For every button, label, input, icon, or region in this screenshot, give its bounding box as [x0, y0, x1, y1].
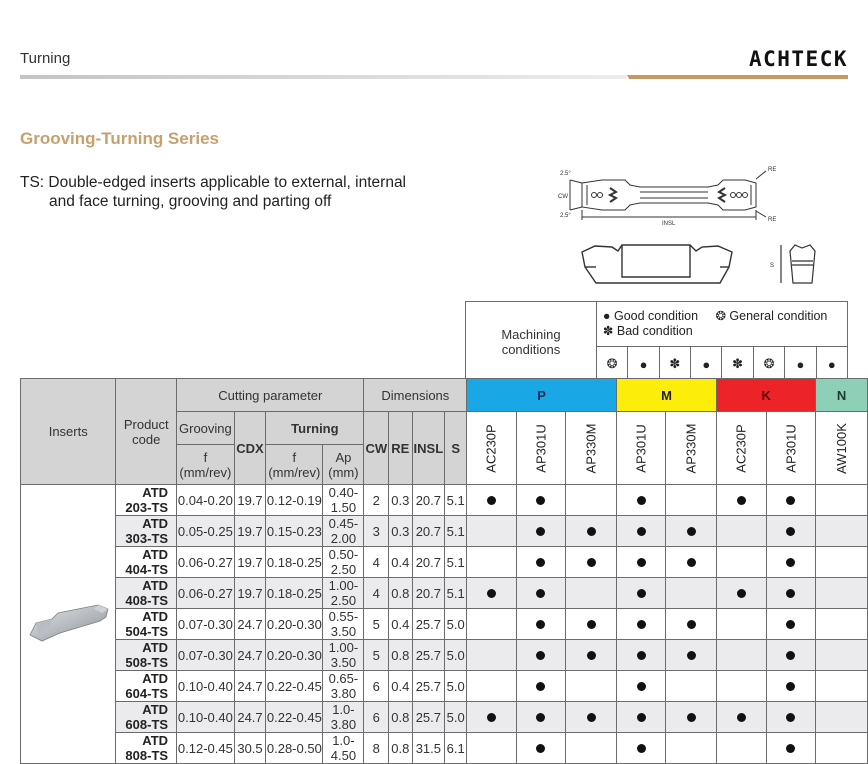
- ap-cell: 0.40-1.50: [323, 485, 364, 516]
- grade-suitability-cell: [666, 578, 717, 609]
- table-row: [21, 671, 868, 702]
- header-turning-f-symbol: f: [292, 449, 297, 465]
- grade-suitability-cell: [516, 485, 565, 516]
- good-condition-icon: ●: [602, 309, 611, 323]
- grade-suitability-cell: [516, 578, 565, 609]
- insl-cell: 25.7: [412, 702, 445, 733]
- machining-conditions-title: [466, 302, 597, 382]
- cw-cell: 8: [364, 733, 389, 764]
- grooving-feed-cell: 0.06-0.27: [177, 578, 235, 609]
- grade-suitability-cell: [516, 733, 565, 764]
- grooving-feed-cell: 0.07-0.30: [177, 640, 235, 671]
- angle-label-top: 2.5°: [560, 171, 571, 177]
- s-cell: 5.1: [445, 578, 467, 609]
- cw-cell: 4: [364, 578, 389, 609]
- good-condition-dot-icon: [687, 558, 696, 567]
- good-condition-dot-icon: [786, 682, 795, 691]
- re-cell: 0.8: [389, 640, 412, 671]
- grade-suitability-cell: [616, 671, 665, 702]
- s-cell: 5.1: [445, 547, 467, 578]
- good-condition-dot-icon: [786, 496, 795, 505]
- grooving-feed-cell: 0.12-0.45: [177, 733, 235, 764]
- good-condition-dot-icon: [587, 620, 596, 629]
- good-condition-dot-icon: [786, 589, 795, 598]
- product-code-cell: ATD 504-TS: [116, 609, 177, 640]
- description-line-2: and face turning, grooving and parting off: [49, 193, 332, 210]
- s-cell: 5.0: [445, 671, 467, 702]
- grade-suitability-cell: [816, 609, 868, 640]
- grade-suitability-cell: [566, 547, 617, 578]
- header-ap-unit: (mm): [328, 464, 359, 480]
- cw-cell: 5: [364, 640, 389, 671]
- grade-suitability-cell: [766, 609, 815, 640]
- re-cell: 0.4: [389, 547, 412, 578]
- re-label-top: RE: [768, 167, 777, 173]
- grade-suitability-cell: [717, 640, 766, 671]
- grooving-feed-cell: 0.06-0.27: [177, 547, 235, 578]
- insl-label: INSL: [662, 221, 676, 227]
- top-view-drawing: [570, 171, 766, 220]
- turning-feed-cell: 0.28-0.50: [266, 733, 323, 764]
- grade-suitability-cell: [766, 485, 815, 516]
- product-code-cell: ATD 508-TS: [116, 640, 177, 671]
- grade-suitability-cell: [816, 516, 868, 547]
- grade-suitability-cell: [566, 485, 617, 516]
- header-cw: CW: [364, 412, 389, 485]
- grade-suitability-cell: [467, 640, 516, 671]
- header-s: S: [445, 412, 467, 485]
- good-condition-dot-icon: [786, 744, 795, 753]
- legend-good: Good condition: [613, 309, 699, 323]
- bad-condition-icon: ✽: [659, 347, 690, 382]
- material-group-m: M: [616, 379, 716, 412]
- grade-label: AP330M: [583, 423, 599, 473]
- good-condition-icon: ●: [691, 347, 722, 382]
- grade-suitability-cell: [816, 733, 868, 764]
- good-condition-dot-icon: [536, 558, 545, 567]
- cw-cell: 3: [364, 516, 389, 547]
- material-group-k: K: [717, 379, 816, 412]
- header-inserts: Inserts: [21, 379, 116, 485]
- product-code-cell: ATD 303-TS: [116, 516, 177, 547]
- ap-cell: 1.0-3.80: [323, 702, 364, 733]
- grade-suitability-cell: [717, 702, 766, 733]
- product-code-cell: ATD 203-TS: [116, 485, 177, 516]
- re-cell: 0.4: [389, 671, 412, 702]
- grade-suitability-cell: [516, 547, 565, 578]
- ap-cell: 0.55-3.50: [323, 609, 364, 640]
- cw-cell: 2: [364, 485, 389, 516]
- good-condition-dot-icon: [637, 620, 646, 629]
- table-row: [21, 640, 868, 671]
- header-turning-f-unit: (mm/rev): [268, 464, 321, 480]
- ap-cell: 1.0-4.50: [323, 733, 364, 764]
- good-condition-dot-icon: [587, 558, 596, 567]
- grade-suitability-cell: [566, 578, 617, 609]
- cdx-cell: 24.7: [234, 671, 266, 702]
- grade-header: [616, 412, 665, 485]
- cw-label: CW: [558, 194, 568, 200]
- product-code-cell: ATD 604-TS: [116, 671, 177, 702]
- good-condition-dot-icon: [536, 713, 545, 722]
- grade-suitability-cell: [816, 702, 868, 733]
- good-condition-icon: ●: [785, 347, 816, 382]
- grade-suitability-cell: [816, 671, 868, 702]
- good-condition-dot-icon: [786, 651, 795, 660]
- header-rule: [20, 75, 627, 79]
- ap-cell: 0.50-2.50: [323, 547, 364, 578]
- table-row: [21, 516, 868, 547]
- grade-suitability-cell: [766, 733, 815, 764]
- header-grooving-f-unit: (mm/rev): [179, 464, 232, 480]
- insl-cell: 25.7: [412, 640, 445, 671]
- grade-suitability-cell: [616, 578, 665, 609]
- grade-suitability-cell: [766, 702, 815, 733]
- angle-label-bottom: 2.5°: [560, 213, 571, 219]
- re-cell: 0.3: [389, 485, 412, 516]
- material-group-n: N: [816, 379, 868, 412]
- description-line-1: TS: Double-edged inserts applicable to external, internal: [20, 174, 407, 191]
- ap-cell: 0.65-3.80: [323, 671, 364, 702]
- cdx-cell: 24.7: [234, 609, 266, 640]
- section-label: Turning: [20, 50, 71, 67]
- insl-cell: 31.5: [412, 733, 445, 764]
- turning-feed-cell: 0.20-0.30: [266, 640, 323, 671]
- grade-suitability-cell: [467, 733, 516, 764]
- good-condition-dot-icon: [687, 713, 696, 722]
- grade-suitability-cell: [717, 609, 766, 640]
- re-label-bottom: RE: [768, 217, 777, 223]
- good-condition-dot-icon: [536, 527, 545, 536]
- header-cdx: CDX: [234, 412, 266, 485]
- header-turning-f: [266, 445, 323, 485]
- insl-cell: 20.7: [412, 516, 445, 547]
- header-grooving-f-symbol: f: [203, 449, 208, 465]
- product-code-cell: ATD 608-TS: [116, 702, 177, 733]
- table-row: [21, 547, 868, 578]
- turning-feed-cell: 0.22-0.45: [266, 671, 323, 702]
- header-rule-accent: [627, 75, 848, 79]
- good-condition-dot-icon: [587, 651, 596, 660]
- insl-cell: 20.7: [412, 547, 445, 578]
- good-condition-dot-icon: [637, 713, 646, 722]
- insl-cell: 25.7: [412, 671, 445, 702]
- grade-suitability-cell: [516, 609, 565, 640]
- grade-suitability-cell: [467, 485, 516, 516]
- turning-feed-cell: 0.18-0.25: [266, 547, 323, 578]
- header-ap-symbol: Ap: [335, 449, 352, 465]
- grade-label: AP301U: [633, 423, 649, 473]
- good-condition-dot-icon: [536, 496, 545, 505]
- general-condition-icon: ❂: [753, 347, 784, 382]
- good-condition-dot-icon: [737, 713, 746, 722]
- machining-title-line-2: conditions: [501, 341, 561, 357]
- cw-cell: 4: [364, 547, 389, 578]
- good-condition-dot-icon: [687, 651, 696, 660]
- grade-suitability-cell: [516, 640, 565, 671]
- grade-suitability-cell: [516, 516, 565, 547]
- good-condition-dot-icon: [786, 713, 795, 722]
- cdx-cell: 24.7: [234, 702, 266, 733]
- general-condition-icon: ❂: [596, 347, 627, 382]
- re-cell: 0.8: [389, 702, 412, 733]
- table-row: [21, 578, 868, 609]
- grade-suitability-cell: [816, 485, 868, 516]
- good-condition-icon: ●: [628, 347, 659, 382]
- side-view-drawing: [582, 245, 732, 283]
- header-cutting-parameter: Cutting parameter: [177, 379, 364, 412]
- table-row: [21, 702, 868, 733]
- grade-suitability-cell: [616, 516, 665, 547]
- turning-feed-cell: 0.15-0.23: [266, 516, 323, 547]
- good-condition-dot-icon: [637, 589, 646, 598]
- insert-technical-drawing: [540, 155, 840, 290]
- grade-suitability-cell: [566, 733, 617, 764]
- header-dimensions: Dimensions: [364, 379, 467, 412]
- s-label: S: [770, 263, 775, 269]
- grade-suitability-cell: [766, 671, 815, 702]
- grade-header: [766, 412, 815, 485]
- grade-suitability-cell: [616, 609, 665, 640]
- end-view-drawing: [781, 245, 815, 283]
- turning-feed-cell: 0.22-0.45: [266, 702, 323, 733]
- re-cell: 0.8: [389, 733, 412, 764]
- grade-suitability-cell: [717, 547, 766, 578]
- grade-suitability-cell: [467, 671, 516, 702]
- series-title: Grooving-Turning Series: [20, 129, 219, 148]
- ap-cell: 1.00-2.50: [323, 578, 364, 609]
- grade-suitability-cell: [616, 640, 665, 671]
- turning-feed-cell: 0.18-0.25: [266, 578, 323, 609]
- grade-header: [717, 412, 766, 485]
- grade-header: [467, 412, 516, 485]
- ap-cell: 0.45-2.00: [323, 516, 364, 547]
- good-condition-dot-icon: [637, 496, 646, 505]
- grooving-insert-icon: [22, 593, 114, 653]
- grade-suitability-cell: [717, 485, 766, 516]
- header-turning: Turning: [266, 412, 364, 445]
- grooving-feed-cell: 0.04-0.20: [177, 485, 235, 516]
- good-condition-icon: ●: [816, 347, 847, 382]
- cw-cell: 6: [364, 702, 389, 733]
- good-condition-dot-icon: [637, 651, 646, 660]
- grade-header: [666, 412, 717, 485]
- grade-suitability-cell: [717, 578, 766, 609]
- grade-suitability-cell: [816, 547, 868, 578]
- grade-suitability-cell: [816, 578, 868, 609]
- brand-logo: ACHTECK: [748, 47, 848, 71]
- bad-condition-icon: ✽: [602, 324, 614, 338]
- grade-header: [566, 412, 617, 485]
- good-condition-dot-icon: [737, 589, 746, 598]
- grade-suitability-cell: [766, 516, 815, 547]
- s-cell: 5.0: [445, 609, 467, 640]
- grade-suitability-cell: [666, 733, 717, 764]
- insl-cell: 20.7: [412, 578, 445, 609]
- table-row: [21, 485, 868, 516]
- grade-label: AC230P: [733, 423, 749, 473]
- cw-cell: 6: [364, 671, 389, 702]
- grade-suitability-cell: [717, 733, 766, 764]
- good-condition-dot-icon: [737, 496, 746, 505]
- cw-cell: 5: [364, 609, 389, 640]
- good-condition-dot-icon: [536, 651, 545, 660]
- insert-image: [21, 485, 116, 764]
- cdx-cell: 19.7: [234, 578, 266, 609]
- grade-suitability-cell: [766, 547, 815, 578]
- header-re: RE: [389, 412, 412, 485]
- grade-suitability-cell: [766, 578, 815, 609]
- grooving-feed-cell: 0.05-0.25: [177, 516, 235, 547]
- grade-suitability-cell: [566, 671, 617, 702]
- material-group-p: P: [467, 379, 617, 412]
- condition-legend: [596, 302, 847, 347]
- table-row: [21, 733, 868, 764]
- good-condition-dot-icon: [536, 744, 545, 753]
- good-condition-dot-icon: [536, 620, 545, 629]
- cdx-cell: 19.7: [234, 485, 266, 516]
- good-condition-dot-icon: [487, 713, 496, 722]
- grade-header: [516, 412, 565, 485]
- cdx-cell: 19.7: [234, 547, 266, 578]
- grade-suitability-cell: [717, 671, 766, 702]
- grade-suitability-cell: [467, 547, 516, 578]
- grade-suitability-cell: [666, 516, 717, 547]
- insl-cell: 25.7: [412, 609, 445, 640]
- grade-suitability-cell: [666, 485, 717, 516]
- grade-suitability-cell: [516, 671, 565, 702]
- cdx-cell: 24.7: [234, 640, 266, 671]
- grade-label: AW100K: [834, 422, 850, 474]
- grooving-feed-cell: 0.10-0.40: [177, 671, 235, 702]
- good-condition-dot-icon: [587, 713, 596, 722]
- grade-suitability-cell: [467, 702, 516, 733]
- general-condition-icon: ❂: [715, 309, 726, 323]
- grade-suitability-cell: [566, 640, 617, 671]
- cdx-cell: 30.5: [234, 733, 266, 764]
- good-condition-dot-icon: [637, 682, 646, 691]
- good-condition-dot-icon: [536, 589, 545, 598]
- grade-suitability-cell: [467, 578, 516, 609]
- good-condition-dot-icon: [487, 496, 496, 505]
- re-cell: 0.4: [389, 609, 412, 640]
- good-condition-dot-icon: [637, 558, 646, 567]
- grade-suitability-cell: [616, 547, 665, 578]
- grade-suitability-cell: [666, 547, 717, 578]
- re-cell: 0.8: [389, 578, 412, 609]
- good-condition-dot-icon: [687, 527, 696, 536]
- s-cell: 5.0: [445, 702, 467, 733]
- good-condition-dot-icon: [637, 744, 646, 753]
- product-table: [20, 378, 868, 764]
- grade-suitability-cell: [666, 609, 717, 640]
- grade-label: AP301U: [783, 423, 799, 473]
- bad-condition-icon: ✽: [722, 347, 753, 382]
- machining-title-line-1: Machining: [501, 326, 561, 342]
- good-condition-dot-icon: [536, 682, 545, 691]
- header-insl: INSL: [412, 412, 445, 485]
- grade-label: AP301U: [533, 423, 549, 473]
- grade-suitability-cell: [666, 640, 717, 671]
- s-cell: 6.1: [445, 733, 467, 764]
- ap-cell: 1.00-3.50: [323, 640, 364, 671]
- grade-suitability-cell: [717, 516, 766, 547]
- grade-suitability-cell: [566, 516, 617, 547]
- table-row: [21, 609, 868, 640]
- good-condition-dot-icon: [786, 527, 795, 536]
- grooving-feed-cell: 0.07-0.30: [177, 609, 235, 640]
- header-ap: [323, 445, 364, 485]
- grade-suitability-cell: [616, 702, 665, 733]
- good-condition-dot-icon: [687, 620, 696, 629]
- grade-suitability-cell: [666, 671, 717, 702]
- re-cell: 0.3: [389, 516, 412, 547]
- s-cell: 5.1: [445, 485, 467, 516]
- grade-suitability-cell: [816, 640, 868, 671]
- header-grooving: Grooving: [177, 412, 235, 445]
- grade-suitability-cell: [616, 733, 665, 764]
- grade-suitability-cell: [566, 702, 617, 733]
- grade-suitability-cell: [666, 702, 717, 733]
- header-product-code: Product code: [116, 379, 177, 485]
- insl-cell: 20.7: [412, 485, 445, 516]
- product-code-cell: ATD 808-TS: [116, 733, 177, 764]
- grade-suitability-cell: [467, 516, 516, 547]
- machining-conditions-table: [465, 301, 848, 382]
- legend-bad: Bad condition: [616, 324, 693, 338]
- s-cell: 5.1: [445, 516, 467, 547]
- legend-general: General condition: [729, 309, 828, 323]
- grade-suitability-cell: [516, 702, 565, 733]
- grade-suitability-cell: [566, 609, 617, 640]
- good-condition-dot-icon: [786, 620, 795, 629]
- turning-feed-cell: 0.20-0.30: [266, 609, 323, 640]
- good-condition-dot-icon: [587, 527, 596, 536]
- good-condition-dot-icon: [786, 558, 795, 567]
- header-grooving-f: [177, 445, 235, 485]
- cdx-cell: 19.7: [234, 516, 266, 547]
- series-description: [20, 173, 406, 211]
- grade-label: AC230P: [483, 423, 499, 473]
- product-code-cell: ATD 408-TS: [116, 578, 177, 609]
- turning-feed-cell: 0.12-0.19: [266, 485, 323, 516]
- grade-suitability-cell: [616, 485, 665, 516]
- grooving-feed-cell: 0.10-0.40: [177, 702, 235, 733]
- grade-label: AP330M: [683, 423, 699, 473]
- good-condition-dot-icon: [637, 527, 646, 536]
- grade-suitability-cell: [467, 609, 516, 640]
- s-cell: 5.0: [445, 640, 467, 671]
- grade-header: [816, 412, 868, 485]
- product-code-cell: ATD 404-TS: [116, 547, 177, 578]
- grade-suitability-cell: [766, 640, 815, 671]
- good-condition-dot-icon: [487, 589, 496, 598]
